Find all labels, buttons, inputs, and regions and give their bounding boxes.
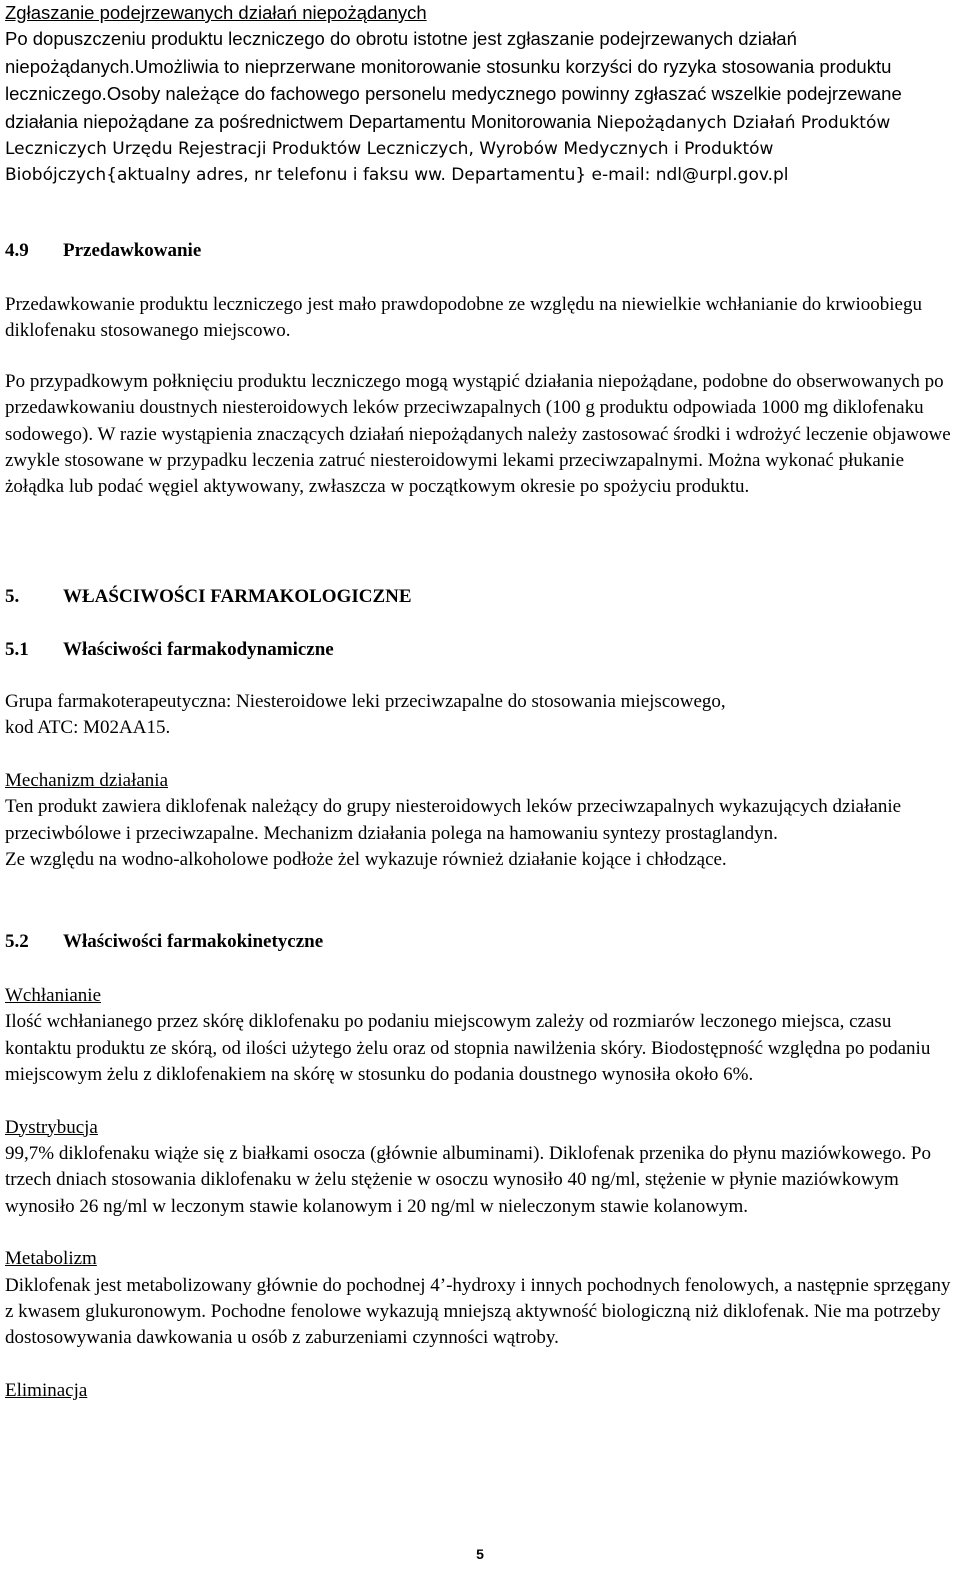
section-5: [5, 584, 955, 610]
paragraph: Po przypadkowym połknięciu produktu leczniczego mogą wystąpić działania niepożądane, podobne do obserwowanych po przedawkowaniu doustnych niesteroidowych leków przeciwzapalnych (100 g produktu odpowiada 1000 mg diklofenaku sodowego). W razie wystąpienia znaczących działań niepożądanych należy zastosować środki i wdrożyć leczenie objawowe zwykle stosowane w przypadku leczenia zatruć niesteroidowymi lekami przeciwzapalnymi. Można wykonać płukanie żołądka lub podać węgiel aktywowany, zwłaszcza w początkowym okresie po spożyciu produktu.: [5, 370, 951, 498]
section-5-1: [5, 637, 955, 873]
section-title: Właściwości farmakokinetyczne: [63, 931, 324, 952]
paragraph: kod ATC: M02AA15.: [5, 717, 171, 739]
adverse-text-a: Po dopuszczeniu produktu leczniczego do obrotu istotne jest zgłaszanie podejrzewanych działań niepożądanych.Umożliwia to nieprzerwane monitorowanie stosunku korzyści do ryzyka stosowania produktu leczniczego.: [5, 28, 892, 105]
section-heading: [5, 238, 955, 264]
section-5-2: [5, 929, 955, 1404]
paragraph: 99,7% diklofenaku wiąże się z białkami osocza (głównie albuminami). Diklofenak przenika do płynu maziówkowego. Po trzech dniach stosowania diklofenaku w żelu stężenie w osoczu wynosiło 40 ng/ml, stężenie w płynie maziówkowym wynosiło 26 ng/ml w leczonym stawie kolanowym i 20 ng/ml w nieleczonym stawie kolanowym.: [5, 1143, 931, 1217]
section-title: WŁAŚCIWOŚCI FARMAKOLOGICZNE: [63, 586, 412, 607]
paragraph: Ze względu na wodno-alkoholowe podłoże żel wykazuje również działanie kojące i chłodzące.: [5, 849, 727, 871]
section-heading: [5, 929, 955, 955]
adverse-text-c: Niepożądanych Działań Produktów Leczniczych Urzędu Rejestracji Produktów Leczniczych, Wyrobów Medycznych i Produktów Biobójczych{aktualny adres, nr telefonu i faksu ww. Departamentu} e-mail: ndl@urpl.gov.pl: [5, 112, 891, 186]
section-title: Właściwości farmakodynamiczne: [63, 639, 334, 660]
adverse-text-b: Osoby należące do fachowego personelu medycznego powinny zgłaszać wszelkie podejrzewane działania niepożądane za pośrednictwem Departamentu Monitorowania: [5, 83, 902, 132]
section-number: 4.9: [5, 240, 29, 261]
section-number: 5.2: [5, 931, 29, 952]
adverse-title: Zgłaszanie podejrzewanych działań niepożądanych: [5, 2, 427, 23]
paragraph: Ilość wchłanianego przez skórę diklofenaku po podaniu miejscowym zależy od rozmiarów leczonego miejsca, czasu kontaktu produktu ze skórą, od ilości użytego żelu oraz od stopnia nawilżenia skóry. Biodostępność względna po podaniu miejscowym żelu z diklofenakiem na skórę w stosunku do podania doustnego wynosiła około 6%.: [5, 1011, 931, 1086]
section-number: 5.1: [5, 639, 29, 660]
subheading-mechanism: Mechanizm działania: [5, 769, 169, 791]
paragraph: Przedawkowanie produktu leczniczego jest mało prawdopodobne ze względu na niewielkie wchłanianie do krwioobiegu diklofenaku stosowanego miejscowo.: [5, 294, 922, 342]
subheading-distribution: Dystrybucja: [5, 1116, 98, 1138]
adverse-section: [5, 0, 955, 189]
page-number: 5: [476, 1546, 484, 1562]
section-number: 5.: [5, 586, 20, 607]
paragraph: Grupa farmakoterapeutyczna: Niesteroidowe leki przeciwzapalne do stosowania miejscowego,: [5, 691, 726, 712]
subheading-absorption: Wchłanianie: [5, 985, 102, 1006]
paragraph: Diklofenak jest metabolizowany głównie do pochodnej 4’-hydroxy i innych pochodnych fenolowych, a następnie sprzęgany z kwasem glukuronowym. Pochodne fenolowe wykazują mniejszą aktywność biologiczną niż diklofenak. Nie ma potrzeby dostosowywania dawkowania u osób z zaburzeniami czynności wątroby.: [5, 1274, 951, 1349]
subheading-elimination: Eliminacja: [5, 1379, 88, 1401]
section-heading: [5, 584, 955, 610]
adverse-text: [5, 26, 955, 188]
paragraph: Ten produkt zawiera diklofenak należący do grupy niesteroidowych leków przeciwzapalnych wykazujących działanie przeciwbólowe i przeciwzapalne. Mechanizm działania polega na hamowaniu syntezy prostaglandyn.: [5, 796, 902, 844]
subheading-metabolism: Metabolizm: [5, 1248, 97, 1270]
section-title: Przedawkowanie: [63, 240, 202, 261]
section-4-9: [5, 238, 955, 501]
section-heading: [5, 637, 955, 663]
